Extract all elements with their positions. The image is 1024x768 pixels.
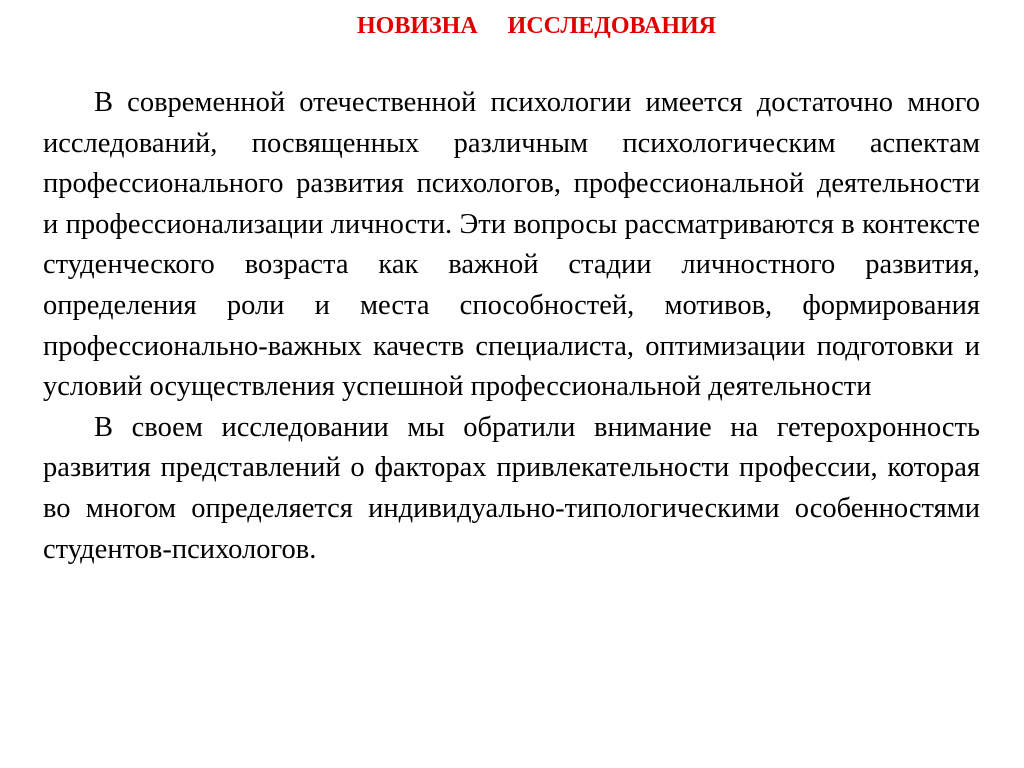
- paragraph-2: В своем исследовании мы обратили внимание на гетерохронность развития представлений о факторах привлекательности профессии, которая во многом определяется индивидуально-типологическими особенностями студентов-психологов.: [43, 411, 980, 565]
- slide-title: НОВИЗНА ИССЛЕДОВАНИЯ: [357, 13, 716, 39]
- paragraph-1: В современной отечественной психологии имеется достаточно много исследований, посвященных различным психологическим аспектам профессионального развития психологов, профессиональной деятельности и профессионализации личности. Эти вопросы рассматриваются в контексте студенческого возраста как важной стадии личностного развития, определения роли и места способностей, мотивов, формирования профессионально-важных качеств специалиста, оптимизации подготовки и условий осуществления успешной профессиональной деятельности: [43, 87, 980, 403]
- slide-body: [43, 83, 980, 570]
